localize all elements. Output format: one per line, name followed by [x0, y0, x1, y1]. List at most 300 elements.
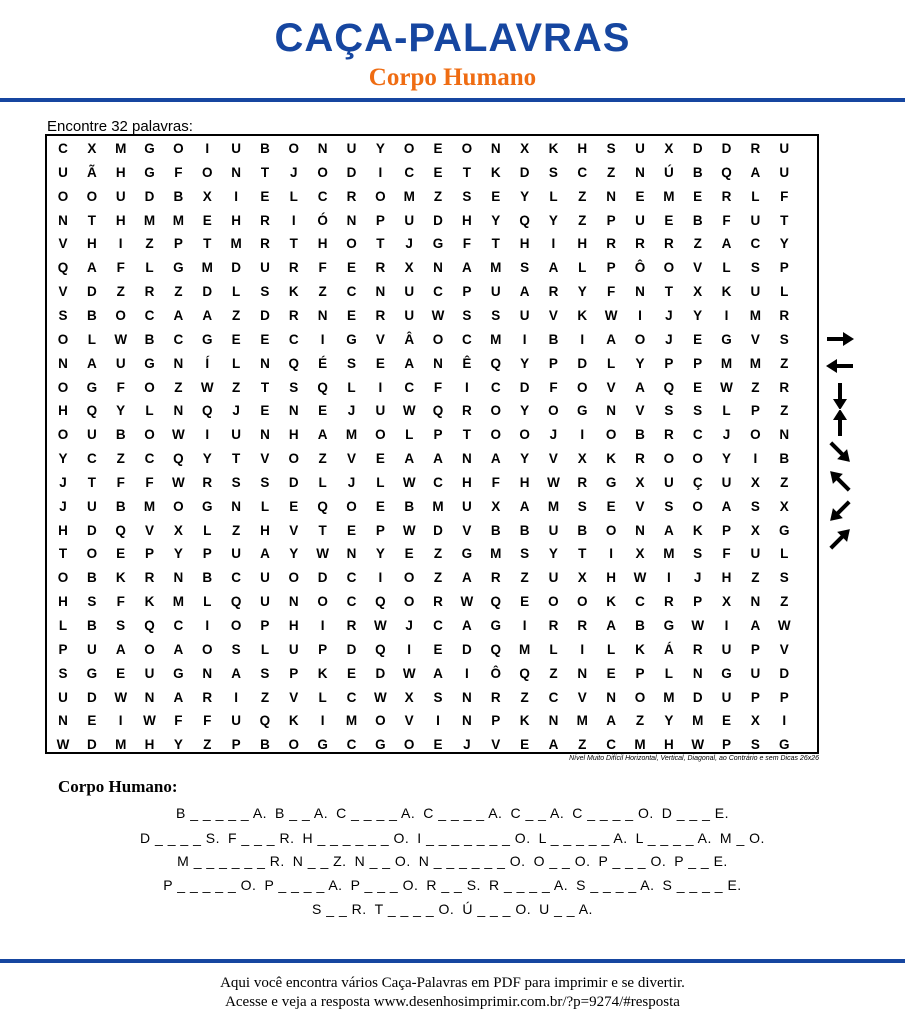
grid-cell: U [231, 427, 241, 443]
grid-cell: J [290, 164, 298, 180]
grid-cell: I [465, 665, 469, 681]
grid-cell: J [59, 498, 67, 514]
grid-cell: P [635, 665, 645, 681]
grid-cell: O [432, 331, 444, 347]
grid-cell: A [606, 331, 617, 347]
grid-cell: C [58, 141, 68, 156]
grid-cell: U [548, 522, 559, 538]
grid-cell: L [203, 594, 212, 610]
grid-cell: U [779, 164, 790, 180]
grid-cell: N [635, 164, 645, 180]
grid-cell: C [144, 307, 155, 323]
instructions: Encontre 32 palavras: [47, 118, 193, 135]
grid-cell: U [231, 546, 241, 562]
grid-cell: R [260, 236, 270, 252]
grid-cell: T [260, 379, 270, 395]
grid-cell: E [693, 331, 703, 347]
grid-cell: C [346, 594, 357, 610]
grid-cell: M [201, 260, 213, 276]
grid-cell: A [663, 522, 674, 538]
grid-cell: Q [115, 522, 126, 538]
grid-cell: N [779, 427, 790, 443]
grid-cell: D [86, 689, 97, 705]
grid-cell: B [692, 212, 703, 228]
grid-cell: V [404, 713, 414, 729]
grid-cell: P [750, 403, 760, 419]
grid-cell: N [58, 355, 68, 371]
grid-cell: H [260, 522, 270, 538]
grid-cell: O [605, 427, 617, 443]
grid-cell: E [375, 498, 385, 514]
grid-cell: C [433, 284, 443, 300]
grid-cell: E [346, 522, 356, 538]
grid-cell: X [635, 546, 645, 562]
grid-cell: W [200, 379, 214, 395]
word-hint: B _ _ _ _ _ A. [175, 805, 268, 821]
grid-cell: H [577, 141, 588, 156]
grid-cell: L [289, 188, 298, 204]
grid-cell: A [462, 618, 472, 633]
grid-cell: K [721, 284, 732, 300]
grid-cell: L [780, 284, 789, 300]
grid-cell: U [548, 570, 559, 586]
grid-cell: A [404, 451, 415, 467]
grid-cell: F [116, 260, 125, 276]
grid-cell: K [317, 665, 328, 681]
grid-cell: Ô [634, 260, 646, 276]
grid-cell: A [260, 546, 270, 562]
grid-cell: H [86, 236, 97, 252]
grid-cell: B [779, 451, 790, 467]
grid-cell: Ê [462, 355, 472, 371]
grid-cell: U [750, 212, 761, 228]
grid-cell: M [490, 331, 502, 347]
grid-cell: O [115, 307, 126, 323]
grid-cell: Z [116, 284, 125, 300]
grid-cell: Q [317, 498, 328, 514]
grid-cell: M [692, 713, 704, 729]
word-hint: T _ _ _ _ O. [374, 901, 455, 917]
grid-cell: Ô [490, 665, 501, 681]
grid-cell: M [432, 498, 444, 514]
grid-cell: U [721, 689, 732, 705]
grid-cell: D [692, 689, 703, 705]
grid-cell: S [116, 618, 126, 633]
grid-cell: C [346, 737, 357, 753]
grid-cell: W [720, 379, 733, 395]
grid-cell: K [635, 641, 645, 657]
grid-cell: B [173, 188, 184, 204]
word-hint: B _ _ A. [275, 805, 329, 821]
grid-cell: V [145, 522, 155, 538]
grid-cell: R [375, 260, 386, 276]
grid-cell: N [433, 260, 443, 276]
grid-cell: B [86, 618, 97, 633]
word-hint: C _ _ _ _ O. [572, 805, 654, 821]
grid-cell: U [231, 713, 241, 729]
grid-cell: P [231, 737, 241, 753]
grid-cell: B [202, 570, 213, 586]
grid-cell: H [288, 427, 299, 443]
grid-cell: K [288, 284, 299, 300]
grid-cell: M [518, 641, 531, 657]
grid-cell: U [635, 141, 645, 156]
hint-line [0, 901, 905, 917]
grid-cell: I [580, 427, 585, 443]
grid-cell: A [635, 379, 645, 395]
grid-cell: D [86, 284, 97, 300]
grid-cell: F [462, 236, 472, 252]
grid-cell: R [635, 236, 645, 252]
grid-cell: G [461, 546, 473, 562]
grid-cell: E [433, 164, 443, 180]
grid-cell: C [288, 331, 299, 347]
grid-cell: F [145, 474, 154, 490]
grid-cell: B [692, 164, 703, 180]
grid-cell: A [750, 618, 761, 633]
hint-line [0, 853, 905, 869]
grid-cell: Z [433, 570, 443, 586]
grid-cell: P [58, 641, 68, 657]
grid-cell: Z [635, 713, 645, 729]
grid-cell: H [58, 403, 68, 419]
grid-cell: R [663, 594, 674, 610]
grid-cell: H [231, 212, 241, 228]
grid-cell: V [750, 331, 760, 347]
grid-cell: C [144, 451, 155, 467]
grid-cell: O [346, 236, 357, 252]
grid-cell: L [780, 546, 789, 562]
grid-cell: O [403, 570, 415, 586]
grid-cell: E [375, 451, 385, 467]
grid-cell: R [433, 594, 443, 610]
grid-cell: A [86, 355, 97, 371]
grid-cell: X [750, 713, 760, 729]
grid-cell: I [320, 618, 325, 633]
grid-cell: W [402, 474, 416, 490]
word-hint: O _ _ O. [533, 853, 591, 869]
grid-cell: H [462, 474, 472, 490]
grid-cell: E [346, 307, 356, 323]
grid-cell: A [721, 236, 732, 252]
arrow-up-right-icon [822, 526, 858, 552]
grid-cell: S [577, 498, 587, 514]
grid-cell: G [375, 737, 386, 753]
grid-cell: H [721, 570, 732, 586]
grid-cell: M [115, 141, 127, 156]
grid-cell: L [549, 188, 558, 204]
grid-cell: S [664, 498, 674, 514]
grid-cell: Z [174, 284, 183, 300]
grid-cell: V [346, 451, 356, 467]
grid-cell: S [693, 546, 703, 562]
word-hint: F _ _ _ R. [227, 830, 295, 846]
grid-cell: A [519, 498, 530, 514]
grid-cell: Z [231, 307, 241, 323]
grid-cell: H [577, 236, 588, 252]
grid-cell: S [289, 379, 299, 395]
grid-cell: Y [173, 737, 183, 753]
grid-cell: Ú [663, 164, 674, 180]
grid-cell: Z [145, 236, 154, 252]
grid-cell: U [721, 474, 732, 490]
grid-cell: T [58, 546, 68, 562]
grid-cell: Q [721, 164, 732, 180]
grid-cell: Z [116, 451, 125, 467]
grid-cell: M [143, 212, 156, 228]
grid-cell: H [115, 212, 126, 228]
word-hint: L _ _ _ _ A. [635, 830, 712, 846]
grid-cell: G [663, 618, 675, 633]
grid-cell: D [462, 641, 472, 657]
grid-cell: F [116, 474, 125, 490]
arrow-down-right-icon [822, 439, 858, 465]
arrow-left-icon [822, 353, 858, 379]
grid-cell: F [607, 284, 616, 300]
grid-cell: O [230, 618, 242, 633]
grid-cell: U [288, 641, 299, 657]
grid-cell: S [548, 164, 558, 180]
grid-cell: M [576, 713, 588, 729]
grid-cell: W [143, 713, 156, 729]
grid-cell: Q [230, 594, 242, 610]
grid-cell: P [462, 284, 472, 300]
grid-cell: Q [144, 618, 155, 633]
grid-cell: N [288, 594, 299, 610]
grid-cell: O [144, 427, 155, 443]
grid-cell: T [231, 451, 241, 467]
grid-cell: L [578, 260, 587, 276]
grid-cell: G [346, 331, 357, 347]
grid-cell: Y [635, 355, 645, 371]
grid-cell: O [173, 498, 184, 514]
grid-cell: H [519, 236, 530, 252]
grid-cell: I [320, 713, 325, 729]
grid-cell: W [691, 618, 705, 633]
hint-line [0, 877, 905, 893]
grid-cell: G [778, 737, 790, 753]
grid-cell: J [405, 618, 413, 633]
grid-cell: G [778, 522, 790, 538]
grid-cell: C [490, 379, 501, 395]
grid-cell: O [317, 164, 328, 180]
grid-cell: R [663, 427, 674, 443]
grid-cell: X [664, 141, 674, 156]
grid-cell: R [346, 188, 357, 204]
grid-cell: I [522, 331, 527, 347]
grid-cell: E [520, 737, 530, 753]
grid-cell: E [606, 665, 616, 681]
grid-cell: I [724, 618, 729, 633]
grid-cell: T [376, 236, 385, 252]
grid-cell: I [291, 212, 296, 228]
word-hint: R _ _ _ _ A. [488, 877, 569, 893]
grid-cell: O [577, 379, 588, 395]
grid-cell: K [144, 594, 155, 610]
grid-cell: H [317, 236, 328, 252]
grid-cell: N [260, 355, 270, 371]
grid-cell: L [405, 427, 414, 443]
arrow-down-icon [822, 383, 858, 409]
word-hint: S _ _ _ _ E. [662, 877, 742, 893]
grid-cell: I [724, 307, 729, 323]
grid-cell: E [693, 379, 703, 395]
word-hint: M _ O. [719, 830, 765, 846]
grid-cell: W [373, 618, 387, 633]
grid-cell: U [231, 141, 241, 156]
grid-cell: O [490, 427, 501, 443]
grid-cell: B [635, 618, 645, 633]
grid-cell: Z [780, 355, 789, 371]
grid-cell: A [606, 618, 617, 633]
grid-cell: U [490, 284, 501, 300]
grid-cell: K [288, 713, 299, 729]
grid-cell: E [346, 665, 356, 681]
grid-cell: D [317, 570, 328, 586]
grid-cell: O [461, 141, 473, 156]
grid-cell: O [663, 260, 675, 276]
grid-cell: G [86, 665, 98, 681]
grid-cell: Z [174, 379, 183, 395]
grid-cell: V [635, 498, 645, 514]
grid-cell: A [519, 284, 530, 300]
grid-cell: I [407, 641, 412, 657]
grid-cell: C [462, 331, 472, 347]
grid-cell: G [144, 164, 155, 180]
grid-cell: K [606, 594, 617, 610]
grid-cell: S [520, 260, 530, 276]
grid-cell: M [663, 188, 675, 204]
grid-cell: N [433, 355, 443, 371]
grid-cell: W [777, 618, 791, 633]
grid-cell: D [86, 737, 97, 753]
grid-cell: S [693, 403, 703, 419]
grid-cell: I [666, 570, 671, 586]
grid-cell: H [288, 618, 299, 633]
grid-cell: U [86, 641, 97, 657]
grid-cell: B [86, 307, 97, 323]
grid-cell: Z [520, 570, 529, 586]
grid-cell: Y [548, 546, 558, 562]
grid-cell: G [144, 355, 155, 371]
grid-cell: J [549, 427, 558, 443]
grid-cell: K [490, 164, 501, 180]
grid-cell: C [231, 570, 241, 586]
grid-cell: M [663, 689, 675, 705]
grid-cell: I [320, 331, 325, 347]
grid-cell: Z [520, 689, 529, 705]
grid-cell: H [606, 570, 617, 586]
grid-cell: I [205, 427, 210, 443]
grid-cell: U [58, 689, 68, 705]
grid-cell: X [491, 498, 501, 514]
grid-cell: O [144, 379, 155, 395]
grid-cell: L [203, 522, 212, 538]
grid-cell: É [318, 355, 328, 371]
grid-cell: S [260, 284, 270, 300]
grid-cell: W [373, 689, 387, 705]
grid-cell: B [260, 737, 270, 753]
grid-cell: S [606, 141, 616, 156]
grid-cell: L [318, 474, 327, 490]
grid-cell: V [289, 522, 299, 538]
grid-cell: D [721, 141, 732, 156]
grid-cell: K [519, 713, 530, 729]
grid-cell: J [232, 403, 240, 419]
grid-cell: I [782, 713, 787, 729]
grid-cell: U [663, 474, 674, 490]
grid-cell: O [692, 498, 703, 514]
word-hint: S _ _ R. [312, 901, 367, 917]
grid-cell: A [317, 427, 328, 443]
grid-cell: N [490, 141, 501, 156]
grid-cell: D [346, 164, 357, 180]
grid-cell: N [58, 212, 68, 228]
grid-cell: R [144, 284, 155, 300]
grid-cell: O [346, 498, 357, 514]
grid-cell: L [231, 355, 241, 371]
grid-cell: N [606, 188, 617, 204]
grid-cell: W [316, 546, 330, 562]
grid-cell: D [433, 522, 443, 538]
grid-cell: P [375, 522, 385, 538]
word-hint: L _ _ _ _ _ A. [538, 830, 628, 846]
grid-cell: X [750, 522, 760, 538]
grid-cell: U [404, 284, 415, 300]
grid-cell: E [116, 665, 126, 681]
grid-cell: U [86, 427, 97, 443]
grid-cell: V [375, 331, 385, 347]
grid-cell: G [173, 260, 184, 276]
grid-cell: C [86, 451, 97, 467]
grid-cell: Z [780, 594, 789, 610]
grid-cell: G [577, 403, 588, 419]
grid-cell: H [115, 164, 126, 180]
grid-cell: L [664, 665, 673, 681]
grid-cell: W [402, 403, 416, 419]
grid-cell: C [606, 737, 617, 753]
grid-cell: O [490, 403, 501, 419]
grid-cell: I [609, 546, 614, 562]
grid-cell: N [317, 141, 328, 156]
grid-cell: Ç [692, 474, 703, 490]
grid-cell: W [460, 594, 474, 610]
grid-cell: O [519, 427, 530, 443]
grid-cell: O [634, 689, 646, 705]
grid-cell: H [462, 212, 472, 228]
grid-cell: Z [578, 737, 587, 753]
word-hint: C _ _ _ _ A. [423, 805, 503, 821]
grid-cell: O [375, 427, 386, 443]
grid-cell: L [722, 403, 731, 419]
grid-cell: E [116, 546, 126, 562]
grid-cell: H [144, 737, 155, 753]
word-hint: D _ _ _ E. [661, 805, 729, 821]
grid-cell: O [577, 594, 588, 610]
grid-cell: D [288, 474, 299, 490]
grid-cell: N [577, 665, 588, 681]
grid-cell: Q [375, 594, 386, 610]
grid-cell: Y [577, 284, 587, 300]
grid-cell: P [260, 618, 270, 633]
grid-cell: A [404, 355, 415, 371]
grid-cell: A [115, 641, 126, 657]
grid-cell: Y [722, 451, 732, 467]
grid-cell: G [721, 331, 732, 347]
grid-cell: O [288, 451, 300, 467]
grid-cell: M [172, 212, 185, 228]
grid-cell: S [750, 260, 760, 276]
